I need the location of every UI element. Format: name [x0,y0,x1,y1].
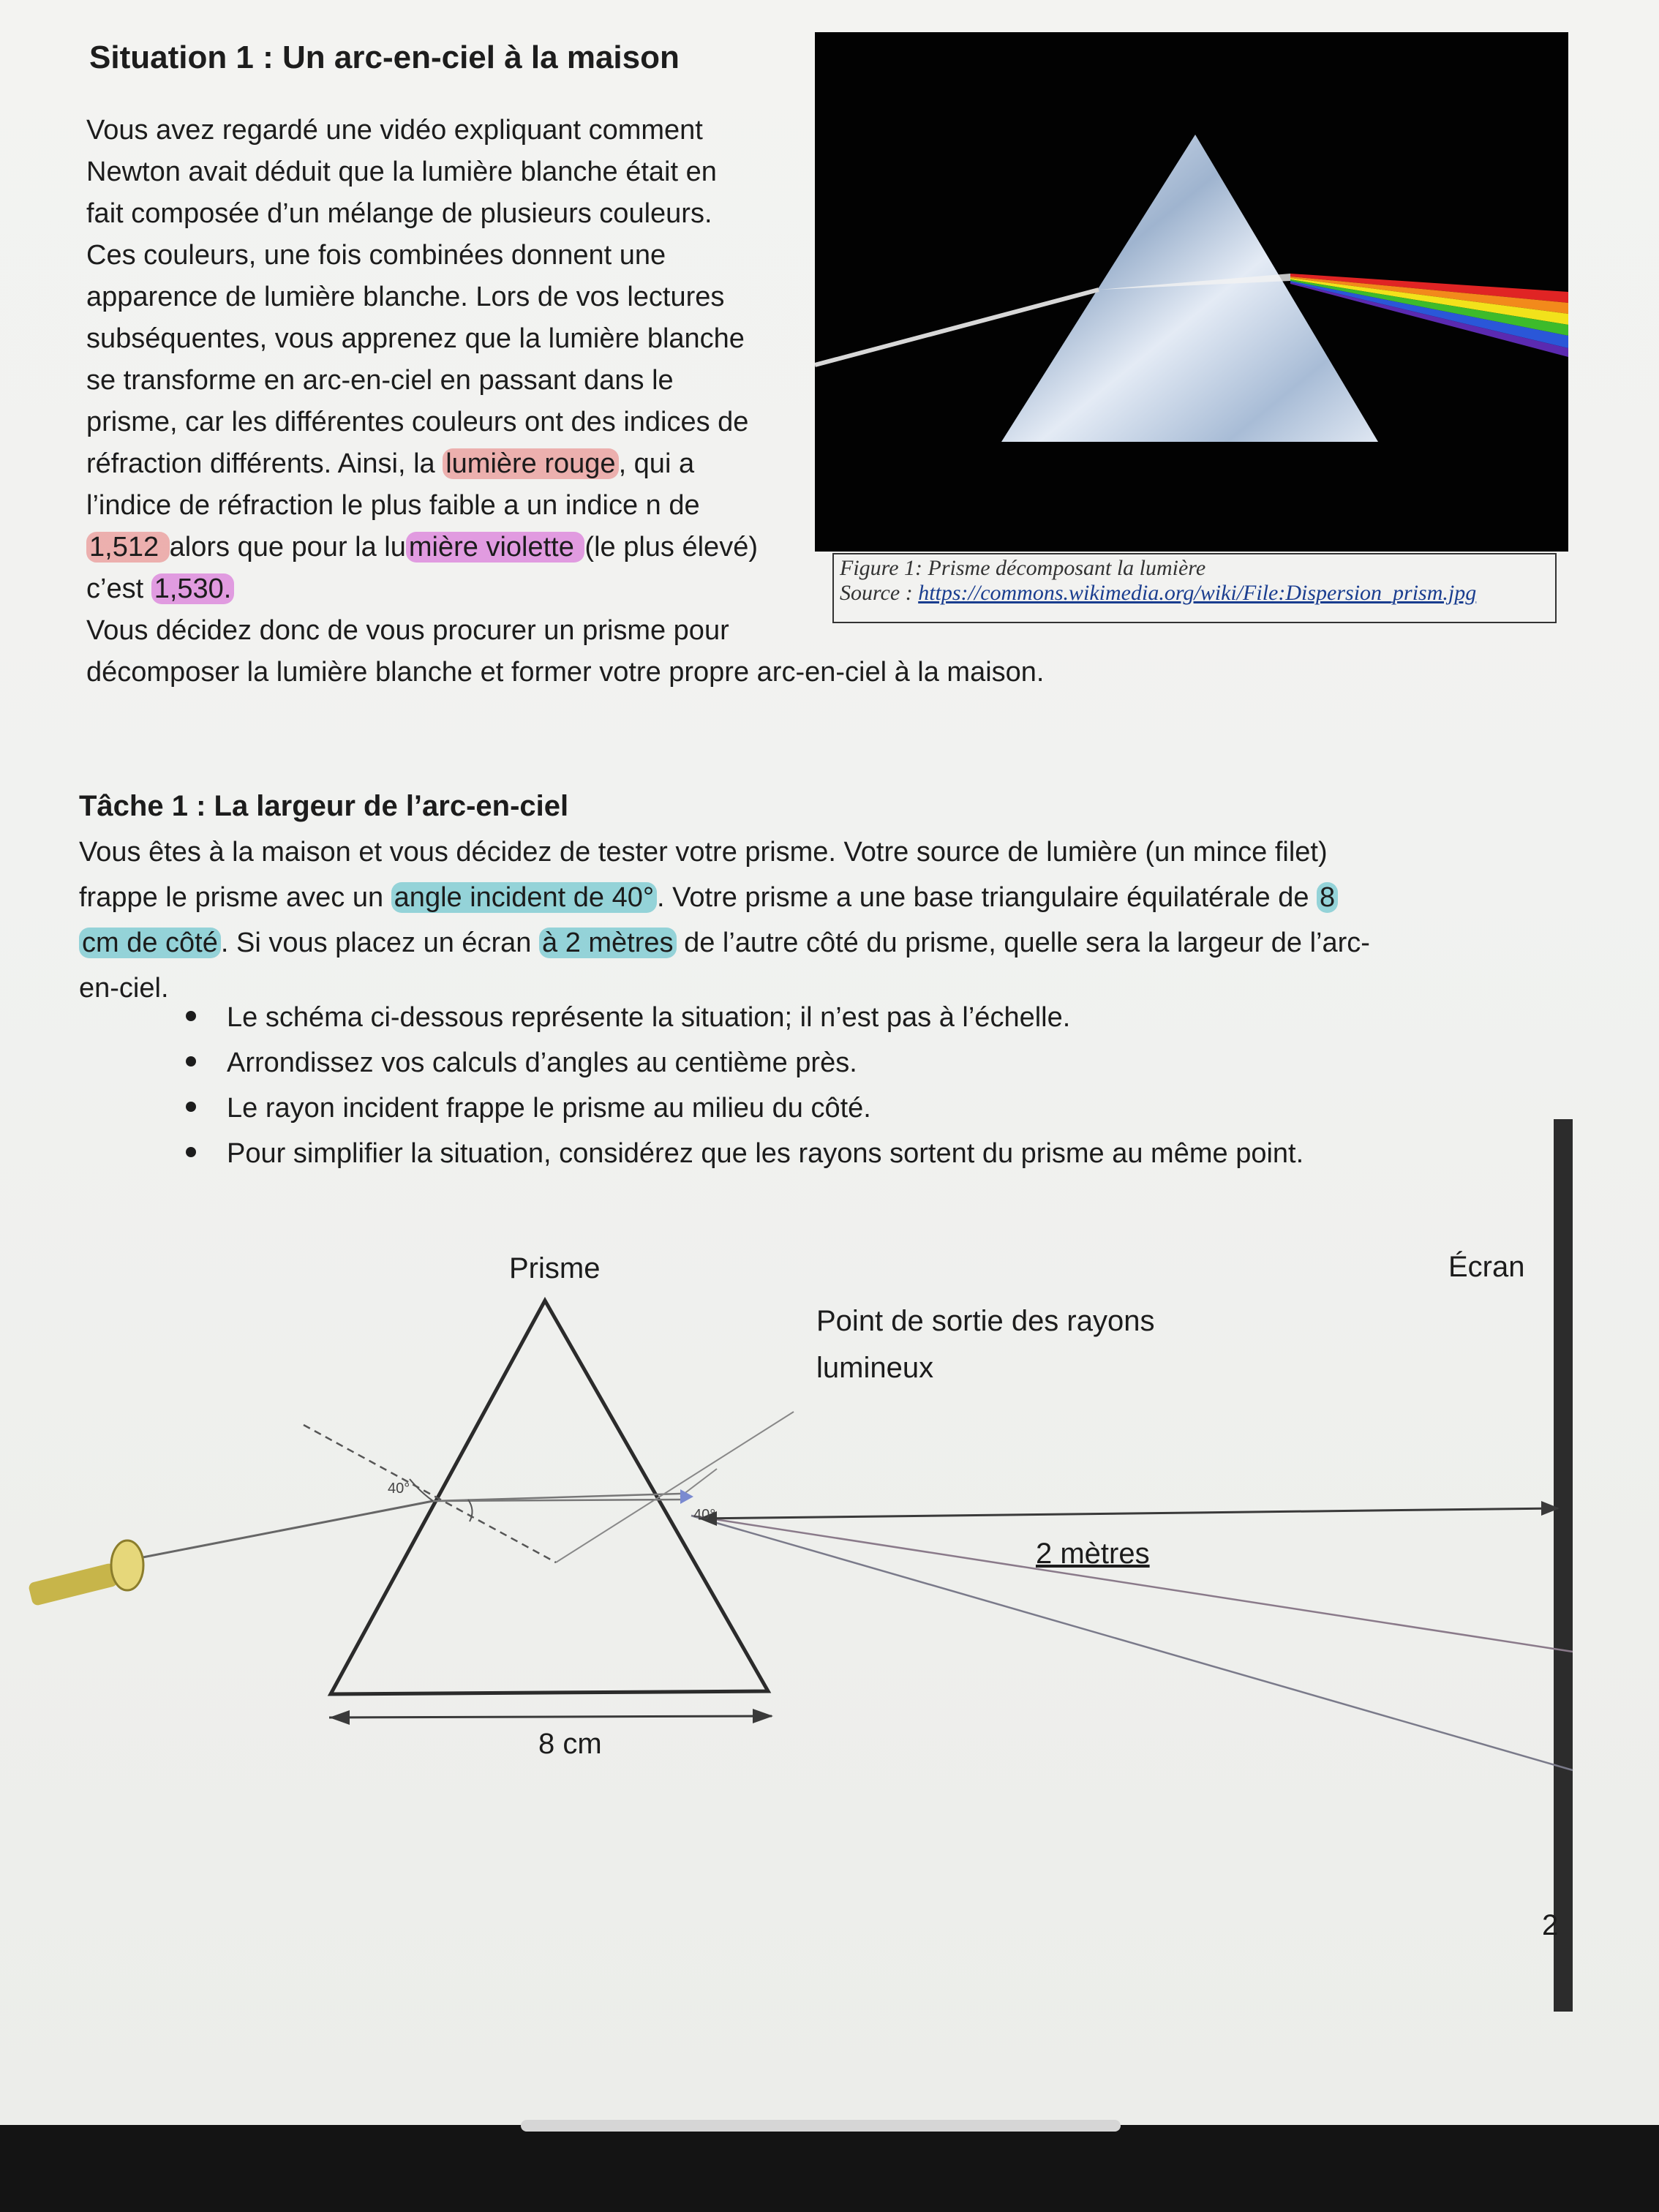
refraction-diagram [0,1112,1659,2048]
bullet-icon [186,1056,196,1066]
highlight-index-violet: 1,530. [151,573,235,604]
prism-label: Prisme [509,1252,601,1284]
base-arrow [329,1716,772,1718]
text-segment: , qui a [618,448,695,479]
paragraph-line: Vous décidez donc de vous procurer un prisme pour [86,615,729,646]
task-line: en-ciel. [79,973,169,1004]
task-line [79,920,1527,966]
prism-photo [815,32,1568,552]
caption-source [840,581,1476,606]
highlight-side-unit: cm de côté [79,928,221,958]
distance-label: 2 mètres [1036,1538,1150,1570]
text-segment: . Votre prisme a une base triangulaire équilatérale de [657,882,1317,913]
home-indicator[interactable] [521,2120,1121,2132]
exit-point-label-cont: lumineux [816,1352,934,1384]
paragraph-line: se transforme en arc-en-ciel en passant dans le [86,365,674,396]
source-link[interactable]: https://commons.wikimedia.org/wiki/File:Dispersion_prism.jpg [918,581,1477,605]
list-item [227,1040,1304,1086]
list-item-text: Arrondissez vos calculs d’angles au centième près. [227,1047,857,1078]
base-length-label: 8 cm [538,1728,602,1760]
exit-point-label: Point de sortie des rayons [816,1305,1155,1337]
highlight-side-length: 8 [1317,882,1338,913]
highlight-violet-light: mière violette [406,532,585,563]
highlight-red-light: lumière rouge [443,448,618,479]
page-number: 2 [1542,1909,1559,1941]
caption-title: Figure 1: Prisme décomposant la lumière [840,556,1206,580]
diagram-svg [0,1112,1659,2048]
highlight-screen-distance: à 2 mètres [539,928,677,958]
text-segment: (le plus élevé) [584,532,758,563]
incident-ray [139,1501,433,1558]
paragraph-line: fait composée d’un mélange de plusieurs couleurs. [86,198,712,229]
list-item-text: Pour simplifier la situation, considérez que les rayons sortent du prisme au même point. [227,1138,1304,1169]
paragraph-line: subséquentes, vous apprenez que la lumière blanche [86,323,745,354]
screen-label: Écran [1448,1251,1525,1283]
flashlight-icon [28,1540,143,1606]
text-segment: réfraction différents. Ainsi, la [86,448,443,479]
highlight-index-red: 1,512 [86,532,170,563]
paragraph-line [86,568,810,610]
paragraph-line [86,527,810,568]
list-item [227,995,1304,1040]
task-title: Tâche 1 : La largeur de l’arc-en-ciel [79,790,569,822]
text-segment: de l’autre côté du prisme, quelle sera la largeur de l’arc- [676,928,1370,958]
text-segment: c’est [86,573,151,604]
exit-ray-red [691,1516,1573,1652]
list-item-text: Le schéma ci-dessous représente la situation; il n’est pas à l’échelle. [227,1002,1071,1033]
normal-line-exit [556,1412,794,1562]
text-segment: frappe le prisme avec un [79,882,391,913]
distance-arrow [699,1508,1558,1519]
highlight-incident-angle: angle incident de 40° [391,882,657,913]
paragraph-line: l’indice de réfraction le plus faible a un indice n de [86,490,700,521]
task-line: Vous êtes à la maison et vous décidez de tester votre prisme. Votre source de lumière (un mince filet) [79,837,1328,868]
paragraph-line: apparence de lumière blanche. Lors de vos lectures [86,282,725,312]
figure-caption [840,556,1476,606]
paragraph-line: prisme, car les différentes couleurs ont des indices de [86,407,749,437]
text-segment: . Si vous placez un écran [220,928,540,958]
bullet-icon [186,1011,196,1021]
paragraph-line: décomposer la lumière blanche et former votre propre arc-en-ciel à la maison. [86,657,1045,688]
list-item-text: Le rayon incident frappe le prisme au milieu du côté. [227,1093,871,1124]
task-line [79,875,1527,920]
paragraph-line: Ces couleurs, une fois combinées donnent une [86,240,666,271]
text-segment: alors que pour la lu [169,532,406,563]
situation-title: Situation 1 : Un arc-en-ciel à la maison [89,40,680,75]
task-section [79,790,1527,1011]
normal-line-entry [304,1425,556,1562]
prism-dispersion-image [815,32,1568,552]
exit-angle-label: 40° [693,1507,716,1523]
caption-source-label: Source : [840,581,919,605]
bullet-icon [186,1102,196,1112]
paragraph-line [86,443,810,485]
paragraph-line: Newton avait déduit que la lumière blanche était en [86,157,717,187]
incident-angle-label: 40° [388,1481,410,1497]
screen-bar [1554,1119,1573,2012]
paragraph-line: Vous avez regardé une vidéo expliquant comment [86,115,703,146]
